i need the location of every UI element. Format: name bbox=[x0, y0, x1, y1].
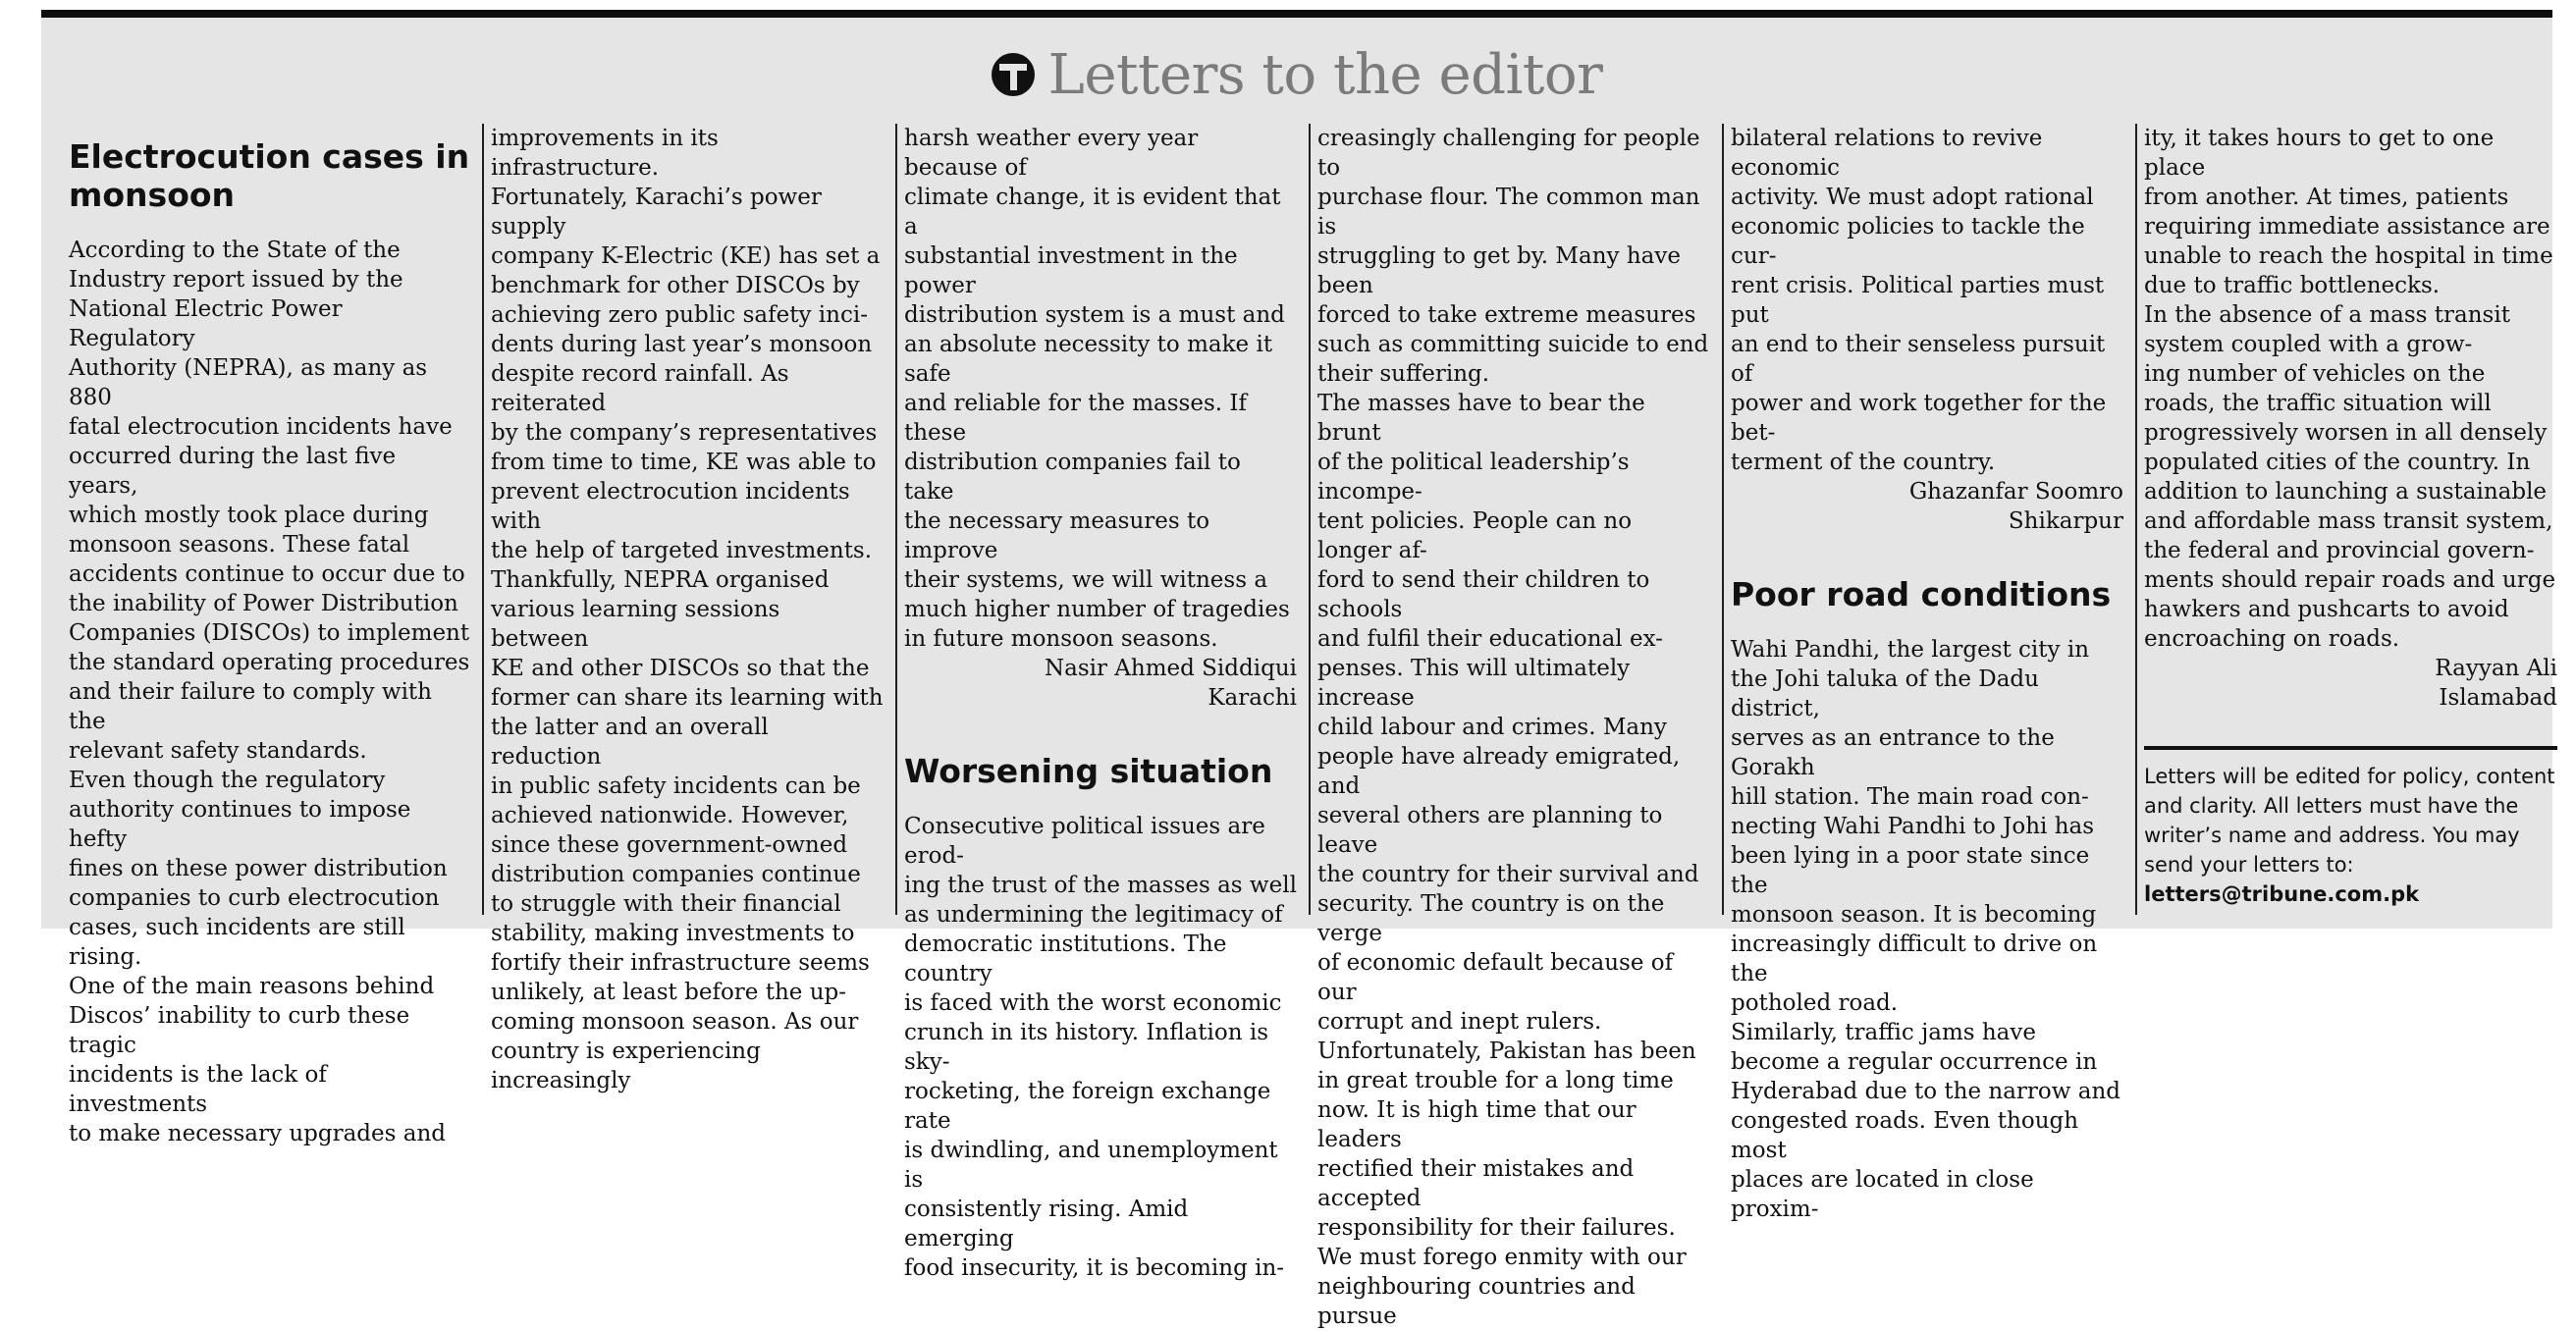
submission-note bbox=[2144, 746, 2557, 909]
headline-electrocution: Electrocution cases in monsoon bbox=[69, 137, 470, 214]
author-name: Ghazanfar Soomro bbox=[1908, 479, 2123, 505]
column-2 bbox=[482, 124, 895, 1093]
headline-worsening: Worsening situation bbox=[904, 752, 1273, 790]
letter-3-part-2: ity, it takes hours to get to one place from another. At times, patients requiring immediate assistance are unable to reach the hospital in time due to traffic bottlenecks. In the absence of a mass transit system coupled with a grow- ing number of vehicles on the roads, the traffic situation will progressively worsen in all densely populated cities of the country. In addition to launching a sustainable and affordable mass transit system, the federal and provincial govern- ments should repair roads and urge hawkers and pushcarts to avoid encroaching on roads. bbox=[2144, 126, 2556, 652]
letter-2-part-1: Consecutive political issues are erod- ing the trust of the masses as well as undermining the legitimacy of democratic institutions. The country is faced with the worst economic crunch in its history. Inflation is sky- rocketing, the foreign exchange rate is dwindling, and unemployment is consistently rising. Amid emerging food insecurity, it is becoming in- bbox=[904, 814, 1297, 1281]
columns bbox=[69, 124, 2557, 1329]
column-6 bbox=[2135, 124, 2557, 915]
submission-note-text: Letters will be edited for policy, content and clarity. All letters must have the writer’s name and address. You may send your letters to: bbox=[2144, 765, 2555, 877]
tribune-logo-icon bbox=[992, 53, 1035, 96]
letter-1-part-1: According to the State of the Industry report issued by the National Electric Power Regulatory Authority (NEPRA), as many as 880 fatal electrocution incidents have occurred during the last five years, which mostly took place during monsoon seasons. These fatal accidents continue to occur due to the inability of Power Distribution Companies (DISCOs) to implement the standard operating procedures and their failure to comply with the relevant safety standards. Even though the regulatory authority continues to impose hefty fines on these power distribution companies to curb electrocution cases, such incidents are still rising. One of the main reasons behind Discos’ inability to curb these tragic incidents is the lack of investments to make necessary upgrades and bbox=[69, 238, 470, 1146]
author-name: Nasir Ahmed Siddiqui bbox=[1045, 656, 1297, 681]
column-3 bbox=[895, 124, 1309, 1281]
column-5 bbox=[1722, 124, 2135, 1222]
letter-2-part-2: creasingly challenging for people to purchase flour. The common man is struggling to get by. Many have been forced to take extreme measures such as committing suicide to end their suffering. The masses have to bear the brunt of the political leadership’s incompe- tent policies. People can no longer af- ford to send their children to schools and fulfil their educational ex- penses. This will ultimately increase child labour and crimes. Many people have already emigrated, and several others are planning to leave the country for their survival and security. The country is on the verge of economic default because of our corrupt and inept rulers. Unfortunately, Pakistan has been in great trouble for a long time now. It is high time that our leaders rectified their mistakes and accepted responsibility for their failures. We must forego enmity with our neighbouring countries and pursue bbox=[1317, 126, 1709, 1329]
letter-1-part-2: improvements in its infrastructure. Fortunately, Karachi’s power supply company K-Electric (KE) has set a benchmark for other DISCOs by achieving zero public safety inci- dents during last year’s monsoon despite record rainfall. As reiterated by the company’s representatives from time to time, KE was able to prevent electrocution incidents with the help of targeted investments. Thankfully, NEPRA organised various learning sessions between KE and other DISCOs so that the former can share its learning with the latter and an overall reduction in public safety incidents can be achieved nationwide. However, since these government-owned distribution companies continue to struggle with their financial stability, making investments to fortify their infrastructure seems unlikely, at least before the up- coming monsoon season. As our country is experiencing increasingly bbox=[491, 126, 884, 1093]
letter-3-part-1: Wahi Pandhi, the largest city in the Johi taluka of the Dadu district, serves as an entrance to the Gorakh hill station. The main road con- necting Wahi Pandhi to Johi has been lying in a poor state since the monsoon season. It is becoming increasingly difficult to drive on the potholed road. Similarly, traffic jams have become a regular occurrence in Hyderabad due to the narrow and congested roads. Even though most places are located in close proxim- bbox=[1731, 637, 2121, 1222]
letter-2-part-3: bilateral relations to revive economic activity. We must adopt rational economic policies to tackle the cur- rent crisis. Political parties must put an end to their senseless pursuit of power and work together for the bet- terment of the country. bbox=[1731, 126, 2107, 475]
author-name: Rayyan Ali bbox=[2435, 656, 2557, 681]
author-city: Shikarpur bbox=[2008, 508, 2123, 534]
column-1 bbox=[69, 124, 482, 1146]
author-city: Islamabad bbox=[2439, 685, 2557, 711]
column-4 bbox=[1309, 124, 1722, 1329]
masthead bbox=[41, 33, 2552, 116]
letters-page bbox=[41, 10, 2557, 1329]
headline-roads: Poor road conditions bbox=[1731, 575, 2112, 613]
page-title: Letters to the editor bbox=[1047, 42, 1603, 107]
author-city: Karachi bbox=[1208, 685, 1297, 711]
submission-email[interactable]: letters@tribune.com.pk bbox=[2144, 882, 2420, 906]
letter-1-part-3: harsh weather every year because of climate change, it is evident that a substantial investment in the power distribution system is a must and an absolute necessity to make it safe and reliable for the masses. If these distribution companies fail to take the necessary measures to improve their systems, we will witness a much higher number of tragedies in future monsoon seasons. bbox=[904, 126, 1290, 652]
